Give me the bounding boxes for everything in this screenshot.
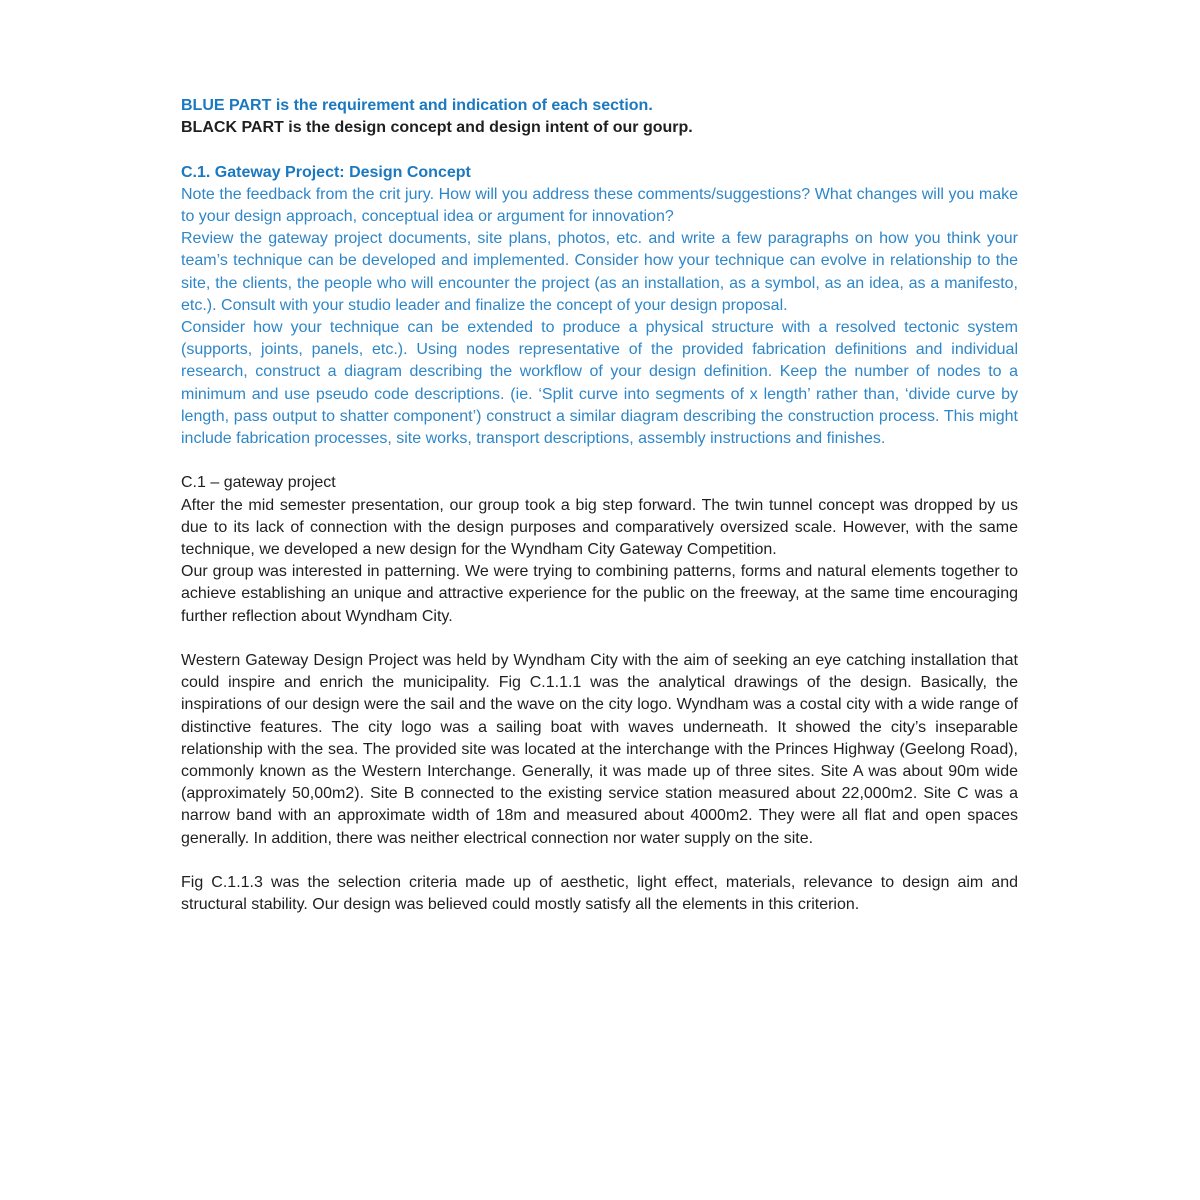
response-paragraph: Western Gateway Design Project was held by Wyndham City with the aim of seeking an eye catching installation that could inspire and enrich the municipality. Fig C.1.1.1 was the analytical drawings of the design. Basically, the inspirations of our design were the sail and the wave on the city logo. Wyndham was a costal city with a wide range of distinctive features. The city logo was a sailing boat with waves underneath. It showed the city’s inseparable relationship with the sea. The provided site was located at the interchange with the Princes Highway (Geelong Road), commonly known as the Western Interchange. Generally, it was made up of three sites. Site A was about 90m wide (approximately 50,00m2). Site B connected to the existing service station measured about 22,000m2. Site C was a narrow band with an approximate width of 18m and measured about 4000m2. They were all flat and open spaces generally. In addition, there was neither electrical connection nor water supply on the site. xyxy=(181,652,1018,847)
blank-line xyxy=(181,850,1018,872)
brief-paragraph: Note the feedback from the crit jury. How will you address these comments/suggestions? What changes will you make to your design approach, conceptual idea or argument for innovation? xyxy=(181,185,1018,225)
blank-line xyxy=(181,628,1018,650)
brief-heading: C.1. Gateway Project: Design Concept xyxy=(181,163,471,181)
response-paragraph: Our group was interested in patterning. We were trying to combining patterns, forms and natural elements together to achieve establishing an unique and attractive experience for the public on the freeway, at the same time encouraging further reflection about Wyndham City. xyxy=(181,563,1018,625)
document-page xyxy=(181,95,1018,916)
legend-black-line: BLACK PART is the design concept and design intent of our gourp. xyxy=(181,119,693,137)
response-paragraph: After the mid semester presentation, our group took a big step forward. The twin tunnel concept was dropped by us due to its lack of connection with the design purposes and comparatively oversized scale. However, with the same technique, we developed a new design for the Wyndham City Gateway Competition. xyxy=(181,496,1018,559)
brief-paragraph: Review the gateway project documents, site plans, photos, etc. and write a few paragraphs on how you think your team’s technique can be developed and implemented. Consider how your technique can evolve in relationship to the site, the clients, the people who will encounter the project (as an installation, as a symbol, as an idea, as a manifesto, etc.). Consult with your studio leader and finalize the concept of your design proposal. xyxy=(181,230,1018,314)
response-heading: C.1 – gateway project xyxy=(181,474,336,492)
blank-line xyxy=(181,450,1018,472)
brief-paragraph: Consider how your technique can be extended to produce a physical structure with a resolved tectonic system (supports, joints, panels, etc.). Using nodes representative of the provided fabrication definitions and individual research, construct a diagram describing the workflow of your design definition. Keep the number of nodes to a minimum and use pseudo code descriptions. (ie. ‘Split curve into segments of x length’ rather than, ‘divide curve by length, pass output to shatter component’) construct a similar diagram describing the construction process. This might include fabrication processes, site works, transport descriptions, assembly instructions and finishes. xyxy=(181,319,1018,448)
blank-line xyxy=(181,139,1018,161)
legend-blue-line: BLUE PART is the requirement and indication of each section. xyxy=(181,97,653,114)
response-paragraph: Fig C.1.1.3 was the selection criteria made up of aesthetic, light effect, materials, relevance to design aim and structural stability. Our design was believed could mostly satisfy all the elements in this criterion. xyxy=(181,874,1018,914)
